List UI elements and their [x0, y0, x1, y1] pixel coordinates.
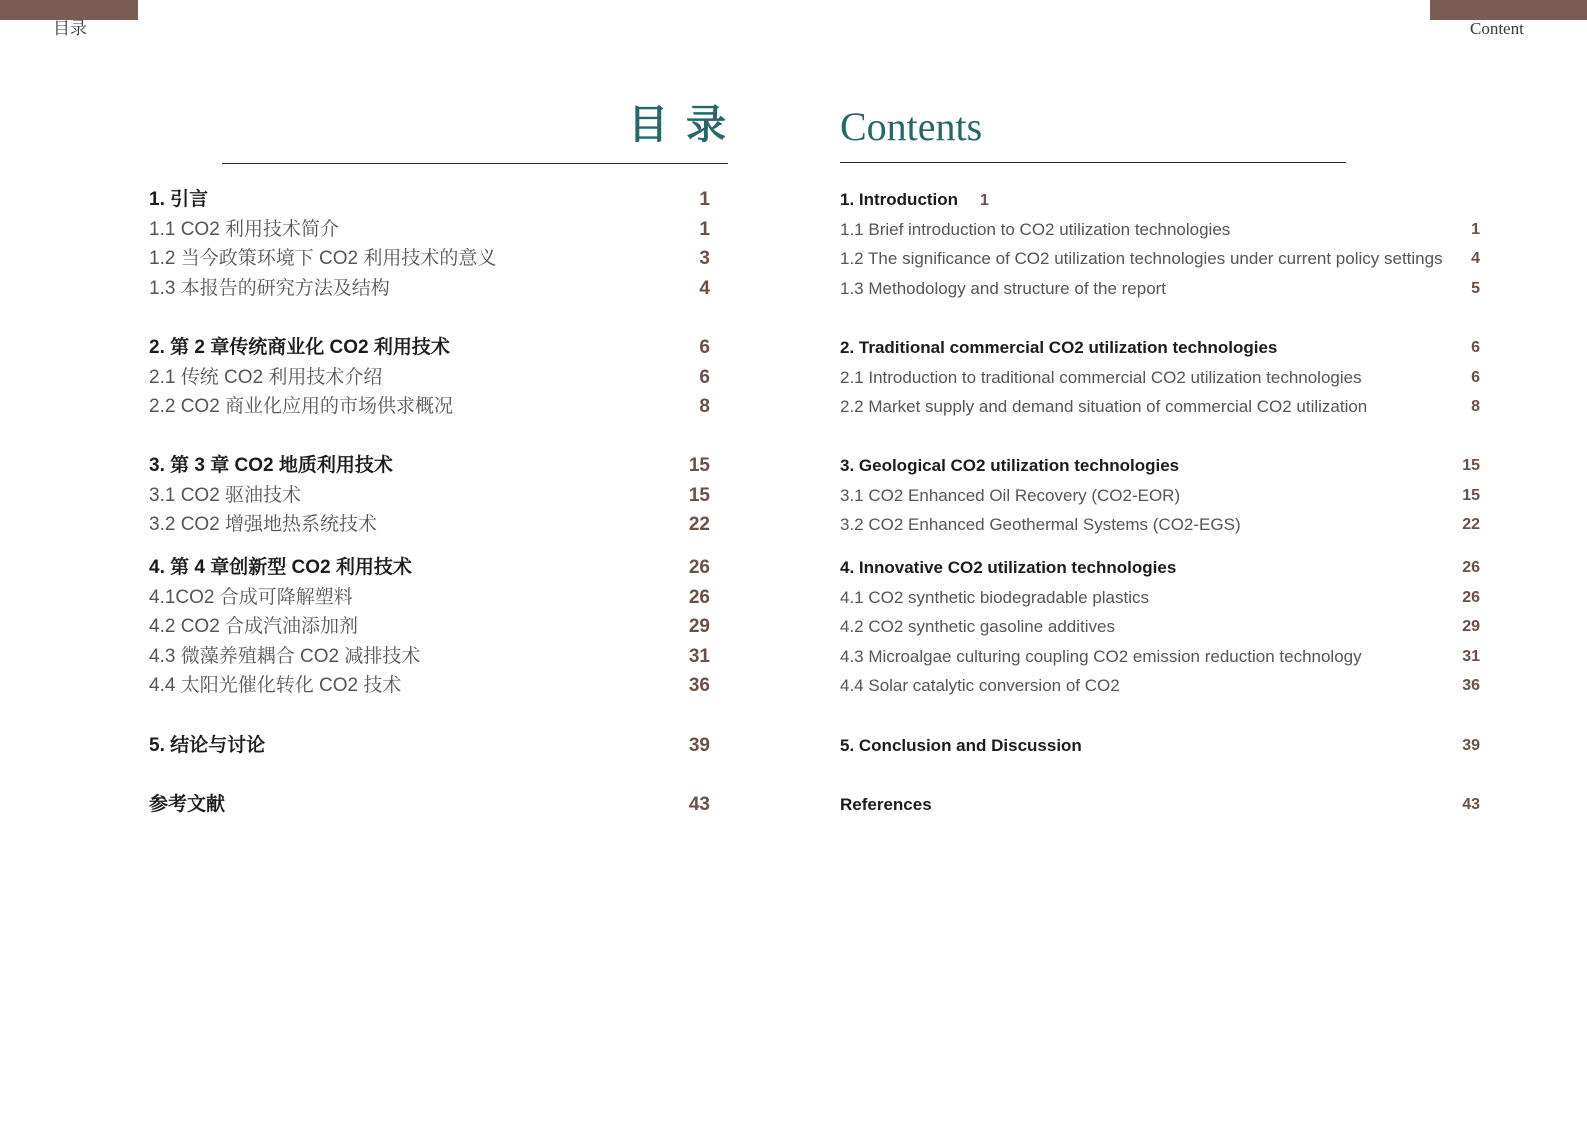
en-toc-list	[840, 0, 1480, 1122]
zh-toc-entry-title: 4. 第 4 章创新型 CO2 利用技术	[149, 557, 412, 578]
zh-toc-page-number: 15	[688, 455, 710, 476]
zh-toc-entry-title: 1.2 当今政策环境下 CO2 利用技术的意义	[149, 248, 497, 269]
en-toc-page-number: 1	[980, 192, 989, 209]
zh-toc-section-2-1	[149, 365, 710, 391]
zh-toc-page-number: 15	[688, 484, 710, 506]
en-toc-page-number: 6	[1471, 339, 1480, 356]
en-toc-page-number: 31	[1462, 647, 1480, 665]
en-toc-page-number: 22	[1462, 516, 1480, 533]
en-toc-page-number: 29	[1462, 618, 1480, 635]
en-toc-section-4-3	[840, 644, 1480, 670]
en-toc-entry-title: References	[840, 795, 932, 814]
en-toc-entry-title: 4.4 Solar catalytic conversion of CO2	[840, 676, 1120, 695]
en-toc-chapter-3	[840, 453, 1480, 479]
en-toc-page-number: 26	[1462, 588, 1480, 606]
en-toc-entry-title: 5. Conclusion and Discussion	[840, 736, 1082, 755]
zh-toc-section-4-4	[149, 673, 710, 699]
zh-toc-section-2-2	[149, 394, 710, 420]
zh-toc-entry-title: 3. 第 3 章 CO2 地质利用技术	[149, 455, 393, 476]
zh-toc-page-number: 26	[688, 586, 710, 608]
zh-toc-section-1-2	[149, 246, 710, 272]
zh-toc-page-number: 4	[699, 277, 710, 299]
en-toc-page-number: 26	[1462, 559, 1480, 576]
right-running-header: Content	[1470, 19, 1524, 38]
zh-toc-section-4-2	[149, 614, 710, 640]
en-toc-page-number: 6	[1471, 368, 1480, 386]
zh-toc-entry-title: 2.1 传统 CO2 利用技术介绍	[149, 366, 383, 388]
zh-toc-entry-title: 3.1 CO2 驱油技术	[149, 484, 302, 506]
zh-toc-page-number: 22	[688, 514, 710, 535]
zh-toc-entry-title: 1.1 CO2 利用技术简介	[149, 218, 340, 240]
en-toc-entry-title: 3. Geological CO2 utilization technologies	[840, 456, 1180, 475]
left-running-header: 目录	[53, 19, 87, 38]
en-toc-page-number: 4	[1471, 250, 1480, 267]
en-toc-entry-title: 2. Traditional commercial CO2 utilization technologies	[840, 338, 1278, 357]
zh-toc-list	[149, 0, 710, 1122]
en-toc-chapter-6	[840, 792, 1480, 818]
en-toc-section-3-1	[840, 483, 1480, 509]
zh-toc-entry-title: 1. 引言	[149, 189, 209, 210]
en-toc-page-number: 15	[1462, 457, 1480, 474]
zh-toc-chapter-2	[149, 335, 710, 361]
zh-toc-page-number: 3	[699, 248, 710, 269]
zh-toc-page-number: 8	[699, 396, 710, 417]
zh-toc-entry-title: 2.2 CO2 商业化应用的市场供求概况	[149, 396, 454, 417]
zh-toc-entry-title: 4.1CO2 合成可降解塑料	[149, 586, 353, 608]
en-toc-chapter-5	[840, 733, 1480, 759]
zh-toc-entry-title: 2. 第 2 章传统商业化 CO2 利用技术	[149, 337, 450, 358]
en-toc-section-2-2	[840, 394, 1480, 420]
en-toc-chapter-1	[840, 187, 1480, 213]
zh-toc-entry-title: 3.2 CO2 增强地热系统技术	[149, 514, 378, 535]
en-toc-entry-title: 4. Innovative CO2 utilization technologies	[840, 558, 1177, 577]
zh-toc-page-number: 1	[699, 218, 710, 240]
en-toc-entry-title: 1.3 Methodology and structure of the report	[840, 278, 1167, 298]
en-toc-page-number: 1	[1471, 220, 1480, 238]
en-toc-entry-title: 1.1 Brief introduction to CO2 utilization technologies	[840, 219, 1231, 239]
zh-toc-page-number: 6	[699, 366, 710, 388]
zh-toc-section-3-1	[149, 483, 710, 509]
zh-toc-entry-title: 4.4 太阳光催化转化 CO2 技术	[149, 675, 402, 696]
en-toc-entry-title: 1.2 The significance of CO2 utilization technologies under current policy settings	[840, 249, 1443, 268]
zh-toc-entry-title: 1.3 本报告的研究方法及结构	[149, 277, 390, 299]
zh-toc-entry-title: 5. 结论与讨论	[149, 735, 266, 756]
zh-toc-page-number: 6	[699, 337, 710, 358]
en-toc-entry-title: 3.1 CO2 Enhanced Oil Recovery (CO2-EOR)	[840, 485, 1181, 505]
en-toc-entry-title: 4.3 Microalgae culturing coupling CO2 emission reduction technology	[840, 646, 1362, 666]
zh-toc-page-number: 36	[688, 675, 710, 696]
zh-toc-chapter-6	[149, 792, 710, 818]
en-toc-entry-title: 2.1 Introduction to traditional commercial CO2 utilization technologies	[840, 367, 1362, 387]
en-toc-chapter-2	[840, 335, 1480, 361]
en-toc-entry-title: 1. Introduction	[840, 190, 959, 209]
en-toc-entry-title: 3.2 CO2 Enhanced Geothermal Systems (CO2-EGS)	[840, 515, 1241, 534]
en-toc-entry-title: 2.2 Market supply and demand situation of commercial CO2 utilization	[840, 397, 1368, 416]
zh-toc-section-3-2	[149, 512, 710, 538]
en-toc-entry-title: 4.2 CO2 synthetic gasoline additives	[840, 617, 1115, 636]
zh-toc-entry-title: 4.3 微藻养殖耦合 CO2 减排技术	[149, 645, 421, 667]
zh-toc-section-1-1	[149, 217, 710, 243]
en-toc-page-number: 15	[1462, 486, 1480, 504]
zh-toc-page-number: 31	[688, 645, 710, 667]
left-corner-bar	[0, 0, 138, 20]
en-toc-section-1-3	[840, 276, 1480, 302]
zh-toc-title: 目 录	[628, 102, 728, 148]
zh-toc-page-number: 39	[688, 735, 710, 756]
en-toc-section-4-4	[840, 673, 1480, 699]
zh-toc-chapter-4	[149, 555, 710, 581]
en-toc-section-4-1	[840, 585, 1480, 611]
en-toc-page-number: 36	[1462, 677, 1480, 694]
zh-toc-section-4-1	[149, 585, 710, 611]
en-toc-entry-title: 4.1 CO2 synthetic biodegradable plastics	[840, 587, 1150, 607]
en-toc-chapter-4	[840, 555, 1480, 581]
zh-toc-chapter-5	[149, 733, 710, 759]
en-toc-page-number: 8	[1471, 398, 1480, 415]
en-toc-section-1-1	[840, 217, 1480, 243]
zh-toc-page-number: 43	[688, 794, 710, 815]
en-toc-section-4-2	[840, 614, 1480, 640]
zh-toc-page-number: 29	[688, 616, 710, 637]
en-toc-page-number: 43	[1462, 796, 1480, 813]
zh-toc-entry-title: 4.2 CO2 合成汽油添加剂	[149, 616, 359, 637]
en-toc-section-2-1	[840, 365, 1480, 391]
en-toc-section-3-2	[840, 512, 1480, 538]
en-toc-title: Contents	[840, 104, 983, 149]
zh-toc-section-1-3	[149, 276, 710, 302]
zh-toc-page-number: 26	[688, 557, 710, 578]
zh-toc-section-4-3	[149, 644, 710, 670]
en-toc-section-1-2	[840, 246, 1480, 272]
en-toc-page-number: 5	[1471, 279, 1480, 297]
zh-toc-entry-title: 参考文献	[149, 794, 226, 815]
zh-toc-chapter-1	[149, 187, 710, 213]
en-toc-page-number: 39	[1462, 737, 1480, 754]
zh-toc-chapter-3	[149, 453, 710, 479]
zh-toc-page-number: 1	[699, 189, 710, 210]
